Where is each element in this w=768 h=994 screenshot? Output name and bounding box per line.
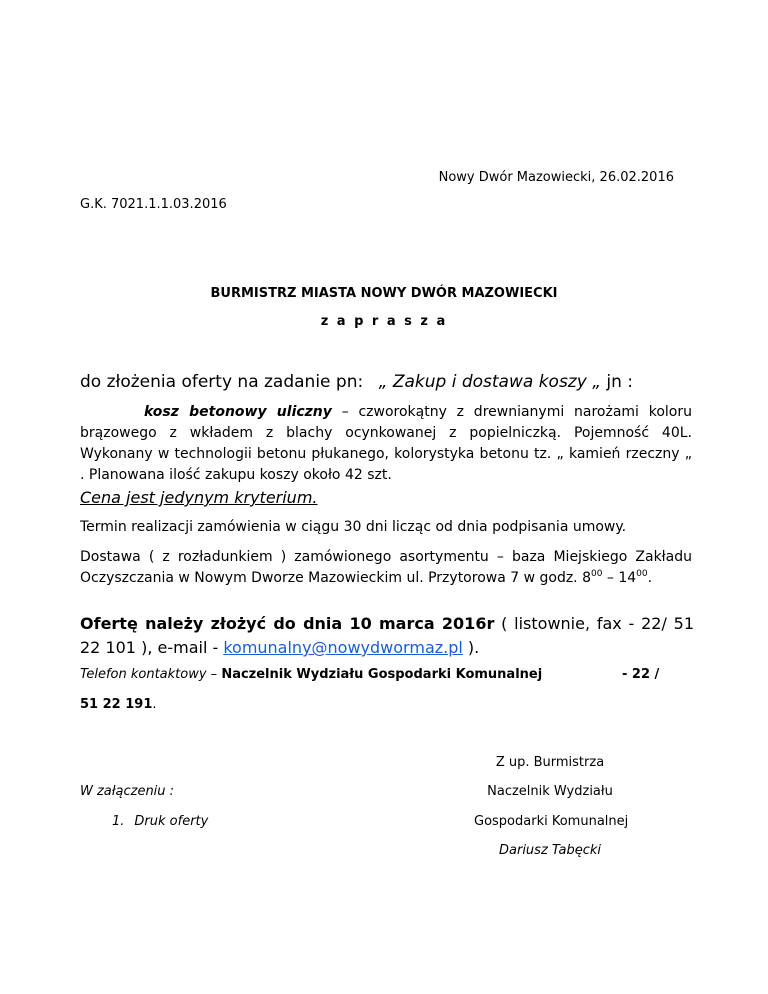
attachments-label: W załączeniu : bbox=[80, 784, 175, 799]
product-paragraph bbox=[80, 402, 692, 486]
place-date: Nowy Dwór Mazowiecki, 26.02.2016 bbox=[438, 170, 674, 185]
phone-dash: – bbox=[206, 667, 222, 682]
offer-contact: ( listownie, fax - 22/ 51 22 101 ), e-mail - bbox=[80, 614, 694, 657]
signature-line1: Z up. Burmistrza bbox=[495, 755, 605, 770]
phone-number-line bbox=[80, 697, 157, 712]
invite-line bbox=[80, 372, 633, 392]
phone-end: . bbox=[152, 697, 157, 712]
attachment-item-number: 1. bbox=[112, 814, 125, 829]
deadline-text: Termin realizacji zamówienia w ciągu 30 dni licząc od dnia podpisania umowy. bbox=[80, 519, 627, 535]
phone-label: Telefon kontaktowy bbox=[80, 667, 207, 682]
reference-number: G.K. 7021.1.1.03.2016 bbox=[80, 197, 227, 212]
offer-end: ). bbox=[462, 638, 480, 657]
document-heading: BURMISTRZ MIASTA NOWY DWÓR MAZOWIECKI bbox=[210, 286, 558, 301]
invite-prefix: do złożenia oferty na zadanie pn: bbox=[80, 372, 364, 392]
phone-line bbox=[80, 667, 542, 682]
delivery-text: Dostawa ( z rozładunkiem ) zamówionego asortymentu – baza Miejskiego Zakładu Oczyszczania w Nowym Dworze Mazowieckim ul. Przytorowa 7 w godz. 8 bbox=[80, 549, 692, 586]
task-name: „ Zakup i dostawa koszy „ bbox=[378, 372, 601, 392]
document-subheading: z a p r a s z a bbox=[320, 314, 448, 329]
criterion: Cena jest jedynym kryterium. bbox=[80, 488, 318, 507]
product-description: – czworokątny z drewnianymi narożami koloru brązowego z wkładem z blachy ocynkowanej z popielniczką. Pojemność 40L. Wykonany w technologii betonu płukanego, kolorystyka betonu tz. „ kamień rzeczny „ . Planowana ilość zakupu koszy około 42 szt. bbox=[80, 404, 692, 483]
phone-number-part1: - 22 / bbox=[622, 667, 660, 682]
phone-number-part2: 51 22 191 bbox=[80, 697, 153, 712]
email-link[interactable]: komunalny@nowydwormaz.pl bbox=[223, 638, 463, 657]
delivery-end: . bbox=[647, 570, 653, 586]
invite-suffix: jn : bbox=[606, 372, 634, 392]
phone-person: Naczelnik Wydziału Gospodarki Komunalnej bbox=[221, 667, 543, 682]
delivery-paragraph bbox=[80, 547, 692, 589]
delivery-hour-from-sup: 00 bbox=[591, 569, 603, 579]
delivery-dash: – 14 bbox=[602, 570, 637, 586]
delivery-hour-to-sup: 00 bbox=[636, 569, 648, 579]
signature-name: Dariusz Tabęcki bbox=[499, 843, 601, 858]
signature-line3: Gospodarki Komunalnej bbox=[474, 814, 629, 829]
product-name: kosz betonowy uliczny bbox=[144, 404, 332, 420]
offer-paragraph bbox=[80, 612, 694, 660]
attachment-item-label: Druk oferty bbox=[134, 814, 209, 829]
offer-deadline: Ofertę należy złożyć do dnia 10 marca 2016r bbox=[80, 614, 495, 633]
attachment-item bbox=[112, 814, 208, 829]
signature-line2: Naczelnik Wydziału bbox=[487, 784, 613, 799]
